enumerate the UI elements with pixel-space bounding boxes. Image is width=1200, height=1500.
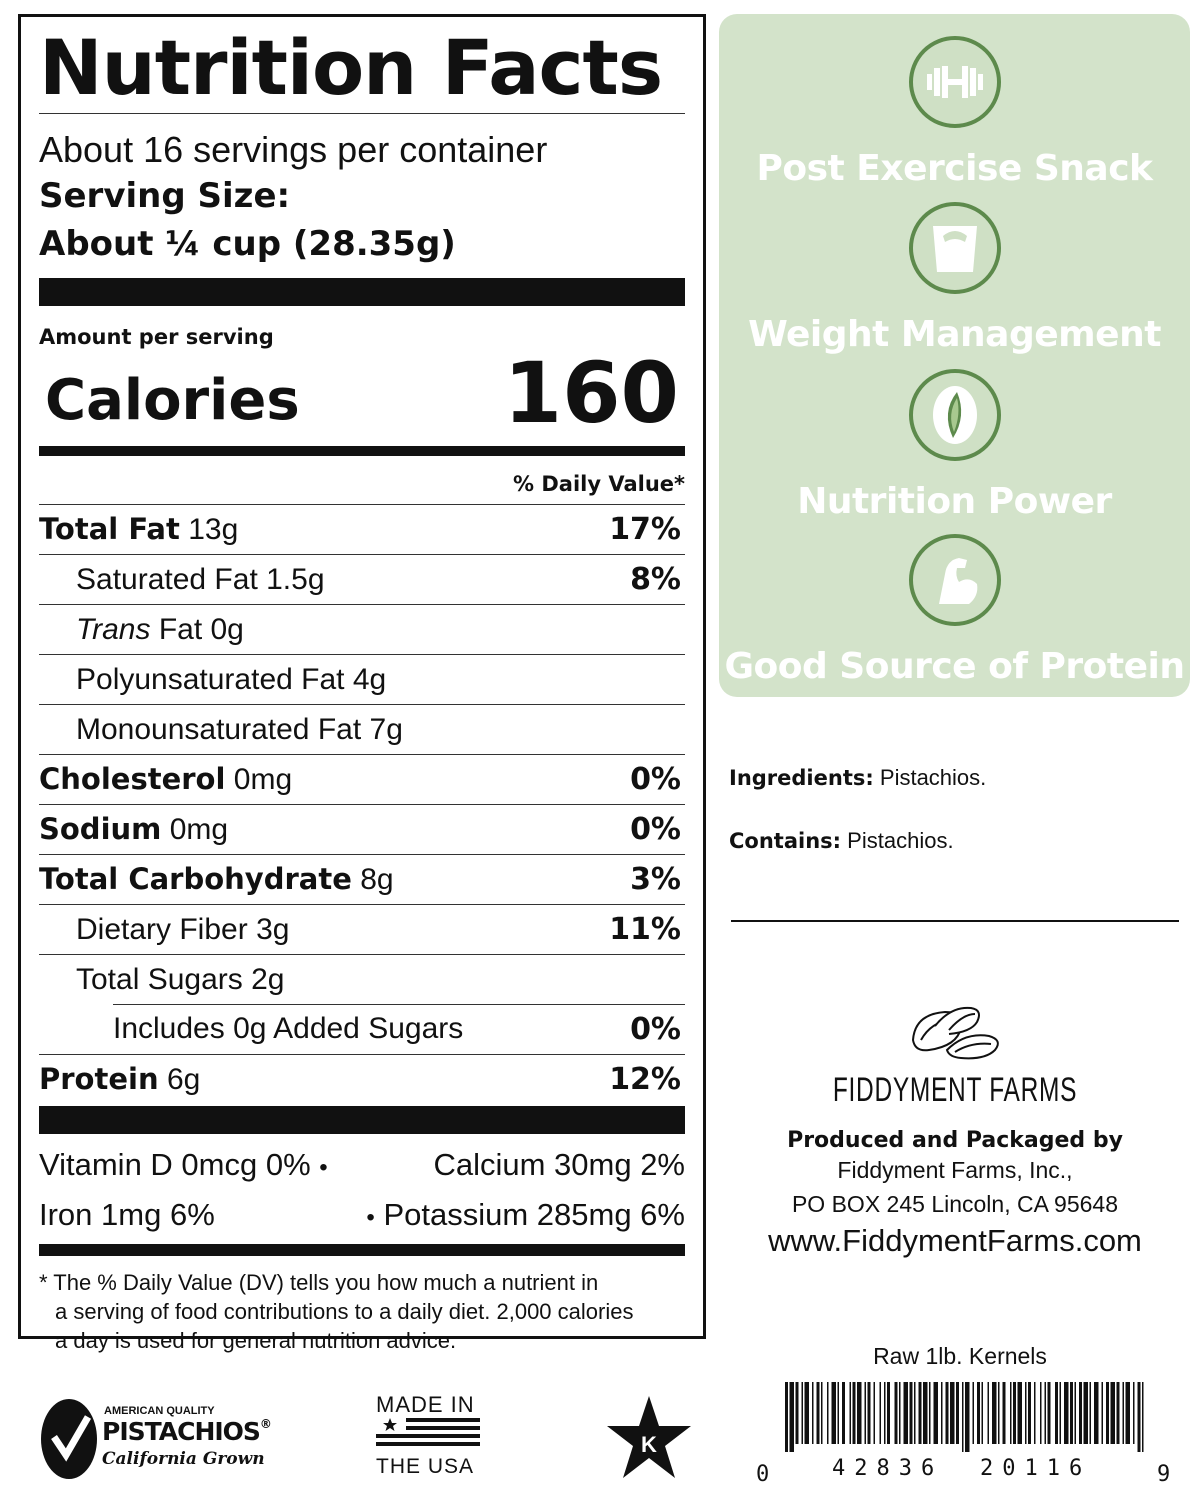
barcode-bar: [1138, 1382, 1141, 1452]
barcode-bar: [1106, 1382, 1109, 1444]
nutrient-row-dietary-fiber: [39, 904, 685, 954]
divider: [39, 113, 685, 114]
nutrient-label: Total Carbohydrate: [39, 862, 352, 896]
nutrient-label: Includes 0g Added Sugars: [113, 1012, 464, 1045]
barcode-digit-left: 0: [756, 1462, 770, 1487]
nutrient-amount: 6g: [166, 1063, 201, 1096]
produced-by: Produced and Packaged by: [787, 1128, 1123, 1153]
nutrient-row-cholesterol: [39, 754, 685, 804]
benefit-label: Weight Management: [748, 314, 1161, 355]
barcode-bar: [884, 1382, 886, 1444]
flexed-arm-icon: [909, 534, 1001, 626]
serving-size-label: Serving Size:: [39, 176, 291, 216]
nutrient-label: Total Sugars: [76, 962, 243, 996]
scale-icon: [909, 202, 1001, 294]
serving-size-value: About ¼ cup (28.35g): [39, 224, 456, 264]
barcode-bar: [796, 1382, 799, 1444]
benefit-nutrition-power: [719, 369, 1190, 522]
barcode-bar: [1102, 1382, 1104, 1444]
producer-block: [740, 1000, 1170, 1259]
aqp-small-text: AMERICAN QUALITY: [104, 1405, 215, 1417]
vitamin-row-1: [39, 1140, 685, 1190]
barcode-bar: [812, 1382, 814, 1444]
barcode-bar: [992, 1382, 997, 1444]
nutrient-amount: 4g: [352, 662, 387, 696]
nutrient-dv: 8%: [630, 562, 681, 597]
nutrient-label: Polyunsaturated Fat: [76, 662, 345, 696]
aqp-brand-text: PISTACHIOS: [102, 1417, 260, 1446]
dumbbell-icon: [909, 36, 1001, 128]
barcode-bar: [887, 1382, 890, 1444]
barcode-bar: [1117, 1382, 1120, 1444]
nutrient-label: Sodium: [39, 812, 162, 846]
benefit-protein: [719, 534, 1190, 687]
usa-bottom-text: THE USA: [376, 1455, 475, 1478]
aqp-brand: [102, 1417, 271, 1446]
barcode-bar: [941, 1382, 943, 1444]
calories-row: [39, 344, 685, 442]
divider-mid: [39, 446, 685, 456]
nutrient-label: Cholesterol: [39, 762, 226, 796]
nutrient-amount: 13g: [188, 513, 239, 546]
pistachio-logo-icon: [740, 1000, 1170, 1067]
barcode-bar: [929, 1382, 931, 1444]
divider-mid: [39, 1244, 685, 1256]
nutrient-row-sodium: [39, 804, 685, 854]
nutrient-row-total-carbohydrate: [39, 854, 685, 904]
barcode-bar: [1126, 1382, 1131, 1444]
barcode-bar: [1040, 1382, 1042, 1444]
barcode-bar: [988, 1382, 990, 1444]
vitamin-row-2: [39, 1190, 685, 1240]
barcode-bar: [1045, 1382, 1047, 1444]
nutrition-facts-panel: [18, 14, 706, 1353]
barcode-bar: [853, 1382, 856, 1444]
benefit-label: Post Exercise Snack: [756, 148, 1153, 189]
nutrient-amount: 0mg: [169, 813, 229, 846]
contains-value: Pistachios.: [847, 828, 954, 853]
calories-label: Calories: [45, 368, 300, 433]
barcode-group-left: 42836: [832, 1456, 944, 1481]
barcode-bar: [946, 1382, 949, 1444]
barcode-bar: [950, 1382, 955, 1444]
barcode-bar: [1003, 1382, 1006, 1444]
divider-heavy: [39, 278, 685, 306]
benefit-post-exercise: [719, 36, 1190, 189]
barcode-bar: [923, 1382, 928, 1444]
barcode: [783, 1382, 1149, 1457]
bullet: •: [366, 1204, 375, 1231]
barcode-bar: [817, 1382, 820, 1444]
barcode-bar: [832, 1382, 837, 1444]
servings-per-container: About 16 servings per container: [39, 129, 548, 170]
barcode-bar: [1090, 1382, 1092, 1444]
contains-label: Contains:: [729, 829, 842, 853]
barcode-bar: [977, 1382, 980, 1444]
nutrient-dv: 17%: [609, 512, 681, 547]
kosher-star-icon: [605, 1394, 693, 1482]
amount-per-serving: Amount per serving: [39, 325, 274, 349]
benefit-label: Nutrition Power: [797, 481, 1112, 522]
nutrient-amount: 1.5g: [266, 562, 325, 596]
farm-name: FIDDYMENT FARMS: [832, 1071, 1078, 1109]
barcode-bar: [1123, 1382, 1125, 1444]
barcode-bar: [1070, 1382, 1073, 1444]
footnote-line: * The % Daily Value (DV) tells you how much a nutrient in: [39, 1270, 599, 1295]
bullet: •: [319, 1154, 328, 1181]
nutrient-label: Saturated Fat: [76, 562, 258, 596]
barcode-bar: [1060, 1382, 1062, 1444]
company-name: Fiddyment Farms, Inc.,: [837, 1157, 1073, 1183]
footnote-line: a day is used for general nutrition advice.: [55, 1328, 457, 1353]
barcode-bar: [973, 1382, 975, 1444]
barcode-bar: [865, 1382, 867, 1444]
barcode-bar: [880, 1382, 882, 1444]
nutrient-row-total-fat: [39, 504, 685, 554]
calories-value: 160: [503, 344, 679, 442]
barcode-bar: [1111, 1382, 1116, 1444]
barcode-bar: [827, 1382, 829, 1444]
ingredients-value: Pistachios.: [879, 765, 987, 790]
barcode-bar: [838, 1382, 840, 1444]
nutrient-label: Monounsaturated Fat: [76, 712, 362, 746]
barcode-bar: [790, 1382, 795, 1452]
barcode-bar: [1079, 1382, 1082, 1444]
company-website: www.FiddymentFarms.com: [768, 1223, 1142, 1258]
nutrient-row-total-sugars: [39, 954, 685, 1004]
nutrient-label: Dietary Fiber: [76, 912, 248, 946]
barcode-label: Raw 1lb. Kernels: [873, 1343, 1047, 1369]
barcode-bar: [821, 1382, 823, 1444]
american-quality-pistachios-logo: [38, 1393, 271, 1483]
barcode-bar: [1048, 1382, 1051, 1444]
barcode-bar: [842, 1382, 845, 1444]
benefit-weight-management: [719, 202, 1190, 355]
nutrient-label: Total Fat: [39, 512, 180, 546]
nutrient-row-saturated-fat: [39, 554, 685, 604]
nutrient-dv: 3%: [630, 862, 681, 897]
barcode-bar: [874, 1382, 876, 1444]
daily-value-header: % Daily Value*: [513, 472, 685, 496]
benefit-label: Good Source of Protein: [724, 646, 1185, 687]
barcode-bar: [910, 1382, 913, 1444]
daily-value-footnote: [39, 1256, 685, 1355]
nutrient-row-protein: [39, 1054, 685, 1104]
nutrient-amount: 8g: [360, 863, 394, 896]
barcode-bar: [899, 1382, 901, 1444]
iron: Iron 1mg 6%: [39, 1197, 215, 1232]
barcode-bar: [914, 1382, 916, 1444]
pistachio-icon: [909, 369, 1001, 461]
nutrient-dv: 0%: [630, 812, 681, 847]
usa-top-text: MADE IN: [376, 1392, 475, 1417]
registered-mark: ®: [259, 1417, 271, 1431]
kosher-letter: K: [641, 1432, 657, 1457]
barcode-bar: [1034, 1382, 1036, 1444]
barcode-bar: [805, 1382, 810, 1444]
nutrient-amount: Fat 0g: [158, 612, 244, 646]
nutrient-row-polyunsaturated-fat: [39, 654, 685, 704]
nutrient-amount: 3g: [256, 912, 290, 946]
barcode-bar: [1084, 1382, 1089, 1444]
barcode-bar: [1055, 1382, 1058, 1444]
barcode-bar: [1094, 1382, 1099, 1444]
barcode-bar: [956, 1382, 959, 1444]
barcode-bar: [1142, 1382, 1144, 1452]
vitamin-d: Vitamin D 0mcg 0%: [39, 1147, 311, 1182]
aqp-tagline: California Grown: [102, 1449, 265, 1469]
barcode-bars: [783, 1382, 1149, 1452]
barcode-bar: [1018, 1382, 1023, 1444]
barcode-bar: [868, 1382, 871, 1444]
nutrient-amount: 7g: [369, 712, 403, 746]
nutrient-row-added-sugars: [39, 1004, 685, 1054]
barcode-bar: [1013, 1382, 1016, 1444]
barcode-bar: [1133, 1382, 1135, 1444]
nutrient-row-trans-fat: [39, 604, 685, 654]
barcode-bar: [962, 1382, 964, 1452]
calcium: Calcium 30mg 2%: [433, 1147, 685, 1182]
nutrient-dv: 0%: [630, 762, 681, 797]
benefits-panel: [719, 14, 1190, 697]
company-address: PO BOX 245 Lincoln, CA 95648: [791, 1191, 1119, 1217]
barcode-bar: [1028, 1382, 1031, 1444]
barcode-bar: [982, 1382, 984, 1444]
ingredients-label: Ingredients:: [729, 766, 874, 790]
barcode-bar: [857, 1382, 862, 1444]
barcode-bar: [1010, 1382, 1012, 1444]
nutrient-label: Trans: [76, 612, 151, 646]
nutrient-row-monounsaturated-fat: [39, 704, 685, 754]
divider: [731, 920, 1179, 922]
barcode-bar: [965, 1382, 970, 1452]
nutrient-dv: 0%: [630, 1011, 681, 1047]
nutrient-dv: 12%: [609, 1062, 681, 1097]
ingredients-line: [729, 765, 986, 791]
barcode-bar: [998, 1382, 1000, 1444]
barcode-bar: [919, 1382, 922, 1444]
us-flag-icon: [376, 1417, 480, 1447]
barcode-bar: [1064, 1382, 1069, 1444]
barcode-bar: [785, 1382, 788, 1452]
barcode-bar: [1025, 1382, 1027, 1444]
nutrient-amount: 0mg: [233, 763, 293, 796]
barcode-bar: [934, 1382, 939, 1444]
barcode-group-right: 20116: [980, 1456, 1092, 1481]
pistachio-check-icon: [38, 1393, 100, 1481]
potassium: Potassium 285mg 6%: [383, 1197, 685, 1232]
barcode-bar: [850, 1382, 852, 1444]
barcode-bar: [904, 1382, 909, 1444]
made-in-usa-logo: [376, 1393, 480, 1479]
divider-heavy: [39, 1106, 685, 1134]
nutrient-label: Protein: [39, 1062, 159, 1096]
nutrition-title: Nutrition Facts: [39, 23, 663, 112]
footnote-line: a serving of food contributions to a daily diet. 2,000 calories: [55, 1299, 634, 1324]
barcode-bar: [1075, 1382, 1077, 1444]
barcode-bar: [802, 1382, 804, 1444]
barcode-bar: [895, 1382, 898, 1444]
nutrient-dv: 11%: [609, 912, 681, 947]
contains-line: [729, 828, 954, 854]
barcode-digit-right: 9: [1157, 1462, 1171, 1487]
nutrient-amount: 2g: [251, 962, 285, 996]
